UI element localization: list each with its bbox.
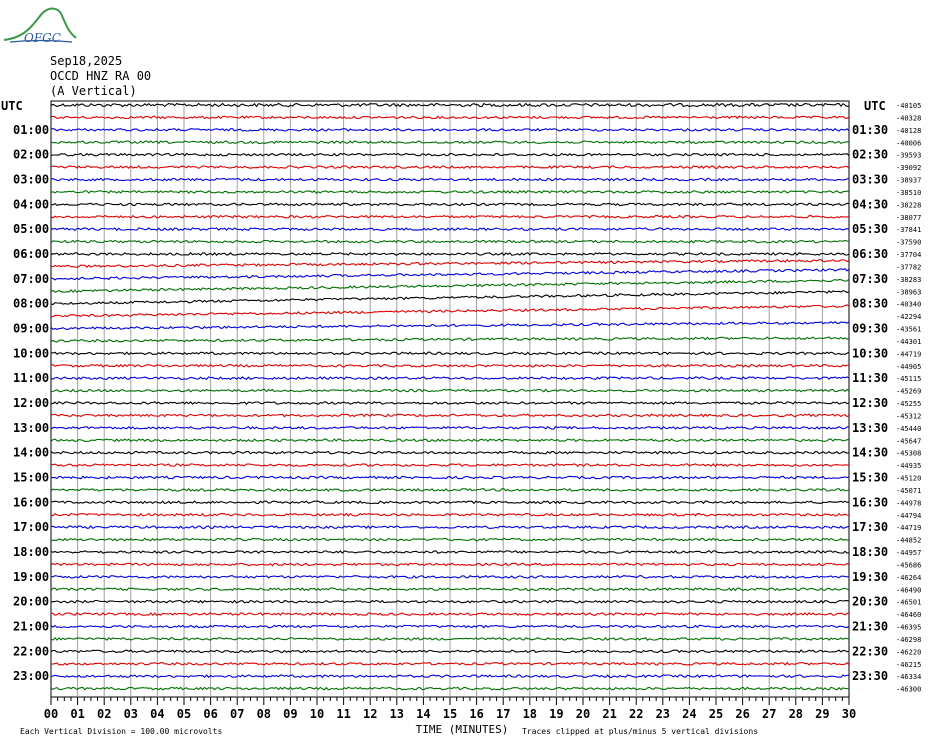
trace-offset-label: -43561 <box>896 325 922 334</box>
trace-offset-label: -39092 <box>896 164 922 173</box>
x-tick-label: 26 <box>735 707 750 721</box>
trace-offset-label: -46395 <box>896 623 922 632</box>
left-hour-label: 22:00 <box>13 644 50 659</box>
trace-offset-label: -39593 <box>896 151 922 160</box>
trace-offset-label: -44978 <box>896 499 922 508</box>
x-tick-label: 04 <box>150 707 165 721</box>
trace-offset-label: -40340 <box>896 300 922 309</box>
x-tick-label: 05 <box>176 707 192 721</box>
left-hour-label: 03:00 <box>13 172 50 187</box>
footer-clip-note: Traces clipped at plus/minus 5 vertical divisions <box>522 727 759 736</box>
trace-offset-label: -45686 <box>896 561 922 570</box>
x-tick-label: 24 <box>682 707 697 721</box>
x-tick-label: 15 <box>442 707 458 721</box>
x-tick-label: 12 <box>362 707 378 721</box>
left-hour-label: 21:00 <box>13 619 50 634</box>
left-hour-label: 12:00 <box>13 396 50 410</box>
left-hour-label: 04:00 <box>13 197 50 212</box>
right-hour-label: 20:30 <box>852 594 889 609</box>
trace-offset-label: -38937 <box>896 176 922 185</box>
component-label: (A Vertical) <box>50 84 137 98</box>
x-tick-label: 27 <box>761 707 777 721</box>
right-hour-label: 05:30 <box>852 222 889 237</box>
trace-offset-label: -46264 <box>896 573 922 582</box>
left-hour-label: 02:00 <box>13 147 50 162</box>
x-tick-label: 09 <box>283 707 298 721</box>
right-hour-label: 16:30 <box>852 495 889 510</box>
left-hour-label: 09:00 <box>13 321 50 336</box>
right-hour-label: 06:30 <box>852 247 889 261</box>
trace-offset-label: -46501 <box>896 598 922 607</box>
trace-offset-label: -44719 <box>896 350 922 359</box>
trace-offset-label: -45440 <box>896 424 922 433</box>
left-hour-label: 13:00 <box>13 420 50 435</box>
x-tick-label: 14 <box>416 707 431 721</box>
right-hour-label: 08:30 <box>852 296 889 311</box>
x-tick-label: 08 <box>256 707 272 721</box>
right-hour-label: 01:30 <box>852 122 889 137</box>
trace-offset-label: -40328 <box>896 114 922 123</box>
x-tick-label: 20 <box>575 707 591 721</box>
x-tick-label: 18 <box>522 707 538 721</box>
x-tick-label: 30 <box>841 707 857 721</box>
trace-offset-label: -45115 <box>896 375 922 384</box>
left-hour-label: 11:00 <box>13 371 50 386</box>
right-hour-label: 10:30 <box>852 346 889 361</box>
left-utc-title: UTC <box>1 99 23 113</box>
left-hour-label: 10:00 <box>13 346 50 361</box>
left-hour-label: 15:00 <box>13 470 50 485</box>
trace-offset-label: -46298 <box>896 635 922 644</box>
x-tick-label: 23 <box>655 707 671 721</box>
trace-offset-label: -45308 <box>896 449 922 458</box>
right-hour-label: 17:30 <box>852 520 889 535</box>
trace-offset-label: -40006 <box>896 139 922 148</box>
trace-offset-label: -38283 <box>896 275 922 284</box>
trace-offset-label: -44852 <box>896 536 922 545</box>
trace-offset-label: -46300 <box>896 685 922 694</box>
left-hour-label: 17:00 <box>13 520 50 535</box>
x-tick-label: 17 <box>495 707 511 721</box>
trace-offset-label: -40128 <box>896 126 922 135</box>
trace-offset-label: -38510 <box>896 188 922 197</box>
left-hour-label: 05:00 <box>13 222 50 237</box>
x-axis-title: TIME (MINUTES) <box>415 723 509 736</box>
x-tick-label: 21 <box>602 707 617 721</box>
right-hour-label: 18:30 <box>852 545 889 559</box>
left-hour-label: 23:00 <box>13 669 50 684</box>
trace-offset-label: -46490 <box>896 586 922 595</box>
left-hour-label: 06:00 <box>13 247 50 261</box>
right-hour-label: 07:30 <box>852 271 889 286</box>
x-tick-label: 19 <box>549 707 564 721</box>
trace-offset-label: -45071 <box>896 486 922 495</box>
x-tick-label: 07 <box>229 707 245 721</box>
x-tick-label: 28 <box>788 707 804 721</box>
trace-offset-label: -37841 <box>896 226 922 235</box>
station-label: OCCD HNZ RA 00 <box>50 69 152 83</box>
x-tick-label: 06 <box>203 707 218 721</box>
trace-offset-label: -45269 <box>896 387 922 396</box>
trace-offset-label: -44905 <box>896 362 922 371</box>
trace-offset-label: -38963 <box>896 288 922 297</box>
trace-offset-label: -37590 <box>896 238 922 247</box>
trace-offset-label: -45255 <box>896 400 922 408</box>
x-tick-label: 13 <box>389 707 405 721</box>
trace-offset-label: -44719 <box>896 524 922 533</box>
right-utc-title: UTC <box>864 99 886 113</box>
trace-offset-label: -40105 <box>896 102 922 110</box>
trace-offset-label: -42294 <box>896 313 922 322</box>
x-tick-label: 25 <box>708 707 724 721</box>
x-tick-label: 22 <box>628 707 644 721</box>
x-tick-label: 02 <box>96 707 112 721</box>
right-hour-label: 14:30 <box>852 445 889 460</box>
trace-offset-label: -46460 <box>896 611 922 620</box>
right-hour-label: 02:30 <box>852 147 889 162</box>
logo-text: OFGC <box>24 31 61 45</box>
trace-offset-label: -46215 <box>896 660 922 669</box>
right-hour-label: 23:30 <box>852 669 889 684</box>
right-hour-label: 04:30 <box>852 197 889 212</box>
trace-offset-label: -44301 <box>896 337 922 346</box>
right-hour-label: 19:30 <box>852 569 889 584</box>
trace-offset-label: -44957 <box>896 549 922 557</box>
x-tick-label: 16 <box>469 707 484 721</box>
right-hour-label: 15:30 <box>852 470 889 485</box>
right-hour-label: 09:30 <box>852 321 889 336</box>
left-hour-label: 20:00 <box>13 594 50 609</box>
right-hour-label: 11:30 <box>852 371 889 386</box>
left-hour-label: 18:00 <box>13 545 50 559</box>
x-tick-label: 03 <box>123 707 139 721</box>
trace-offset-label: -38077 <box>896 213 922 222</box>
right-hour-label: 12:30 <box>852 396 889 410</box>
trace-offset-label: -44935 <box>896 462 922 471</box>
right-hour-label: 03:30 <box>852 172 889 187</box>
trace-offset-label: -45120 <box>896 474 922 483</box>
trace-offset-label: -46220 <box>896 648 922 657</box>
trace-offset-label: -37704 <box>896 251 922 259</box>
x-tick-label: 01 <box>70 707 85 721</box>
left-hour-label: 08:00 <box>13 296 50 311</box>
left-hour-label: 07:00 <box>13 271 50 286</box>
date-label: Sep18,2025 <box>50 54 123 68</box>
label-group <box>1 99 921 736</box>
left-hour-label: 14:00 <box>13 445 50 460</box>
right-hour-label: 21:30 <box>852 619 889 634</box>
trace-offset-label: -45312 <box>896 412 922 421</box>
left-hour-label: 19:00 <box>13 569 50 584</box>
left-hour-label: 16:00 <box>13 495 50 510</box>
x-tick-label: 29 <box>815 707 830 721</box>
trace-offset-label: -37782 <box>896 263 922 272</box>
trace-offset-label: -45647 <box>896 437 922 446</box>
trace-offset-label: -38228 <box>896 201 922 210</box>
x-tick-label: 00 <box>43 707 59 721</box>
trace-offset-label: -46334 <box>896 673 922 682</box>
x-tick-label: 10 <box>309 707 325 721</box>
right-hour-label: 22:30 <box>852 644 889 659</box>
right-hour-label: 13:30 <box>852 420 889 435</box>
trace-offset-label: -44794 <box>896 511 922 520</box>
left-hour-label: 01:00 <box>13 122 50 137</box>
footer-scale-note: Each Vertical Division = 100.00 microvolts <box>20 727 223 736</box>
x-tick-label: 11 <box>336 707 351 721</box>
